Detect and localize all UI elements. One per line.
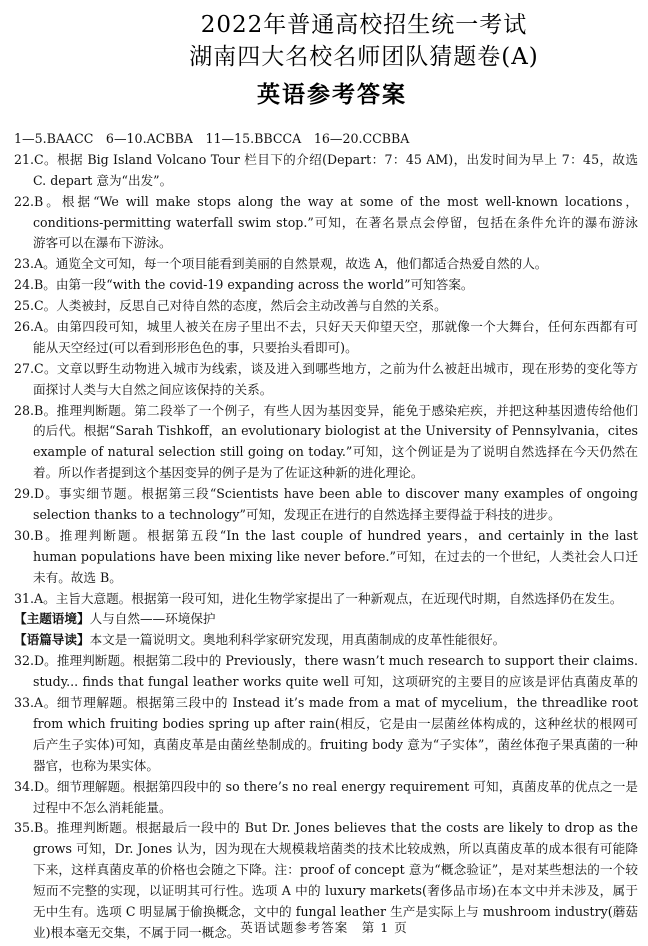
answer-line [14,401,638,422]
answer-line [14,442,638,463]
answer-text: 22.B。根据“We will make stops along the way at some of the most well-known locations， [14,193,638,209]
answer-text: 28.B。推理判断题。第二段举了一个例子，有些人因为基因变异，能免于感染疟疾，并把这种基因遗传给他们 [14,402,638,418]
answer-text: 后产生子实体)可知，真菌皮革是由菌丝垫制成的。fruiting body 意为“子实体”，菌丝体孢子果真菌的一种 [33,736,638,752]
answer-line [14,693,638,714]
answer-line [14,630,638,651]
answer-line [14,526,638,547]
answer-text: selection thanks to a technology”可知，发现正在进行的自然选择主要得益于科技的进步。 [33,507,561,523]
answer-line [14,150,638,171]
answer-text: 下来，这样真菌皮革的价格也会随之下降。注：proof of concept 意为“概念验证”，是对某些想法的一个较 [33,862,638,878]
section-tag: 【主题语境】 [14,611,90,627]
answer-text: 24.B。由第一段“with the covid-19 expanding across the world”可知答案。 [14,277,474,293]
answer-text: from which fruiting bodies spring up after rain(相反，它是由一层菌丝体构成的，这种丝状的根网可 [33,715,638,731]
answer-text: 23.A。通览全文可知，每一个项目能看到美丽的自然景观，故选 A，他们都适合热爱自然的人。 [14,256,548,272]
answer-text: 34.D。细节理解题。根据第四段中的 so there’s no real energy requirement 可知，真菌皮革的优点之一是 [14,778,638,794]
answer-text: 业)根本毫无交集，不属于同一概念。 [33,924,240,940]
page-footer: 英语试题参考答案 第 1 页 [240,920,408,935]
answer-line [14,171,638,192]
answer-text: 过程中不怎么消耗能量。 [33,799,172,815]
answer-text: C. depart 意为“出发”。 [33,172,173,188]
answer-line [14,756,638,777]
page-subtitle: 英语参考答案 [257,81,407,108]
answer-text: 33.A。细节理解题。根据第三段中的 Instead it’s made from a mat of mycelium，the threadlike root [14,695,638,711]
answer-text: 人与自然——环境保护 [89,611,216,627]
answer-list [14,129,638,944]
answer-text: example of natural selection still going on today.”可知，这个例证是为了说明自然选择在今天仍然在 [33,444,638,460]
answer-line [14,380,638,401]
answer-text: grows 可知，Dr. Jones 认为，因为现在大规模栽培菌类的技术比较成熟，所以真菌皮革的成本很有可能降 [33,841,638,857]
answer-line [14,651,638,672]
answer-line [14,547,638,568]
answer-line [14,672,638,693]
answer-line [14,359,638,380]
answer-line [14,860,638,881]
answer-text: 短而不完整的实现，以证明其可行性。选项 A 中的 luxury markets(奢侈品市场)在本文中并未涉及，属于 [33,883,638,899]
answer-text: 30.B。推理判断题。根据第五段“In the last couple of hundred years，and certainly in the last [14,527,638,543]
answer-text: study... finds that fungal leather works quite well 可知，这项研究的主要目的应该是评估真菌皮革的 [33,674,638,690]
answer-text: 31.A。主旨大意题。根据第一段可知，进化生物学家提出了一种新观点，在近现代时期，自然选择仍在发生。 [14,590,623,606]
answer-text: human populations have been mixing like never before.”可知，在过去的一个世纪，人类社会人口迁 [33,548,638,564]
exam-title: 2022年普通高校招生统一考试 [200,12,528,38]
answer-text: 29.D。事实细节题。根据第三段“Scientists have been able to discover many examples of ongoing [14,486,638,502]
answer-line [14,839,638,860]
answer-line [14,213,638,234]
answer-text: 器官，也称为果实体。 [33,757,159,773]
answer-text: 21.C。根据 Big Island Volcano Tour 栏目下的介绍(Depart：7：45 AM)，出发时间为早上 7：45，故选 [14,151,638,167]
exam-series-title: 湖南四大名校名师团队猜题卷(A) [189,44,539,70]
answer-line [14,296,638,317]
answer-line [14,463,638,484]
answer-line [14,421,638,442]
answer-text: 能从天空经过(可以看到形形色色的事，只要抬头看即可)。 [33,339,358,355]
answer-text: 着。所以作者提到这个基因变异的例子是为了佐证这种新的进化理论。 [33,465,424,481]
answer-text: 32.D。推理判断题。根据第二段中的 Previously，there wasn’t much research to support their claims. [14,653,638,669]
answer-line [14,338,638,359]
answer-line [14,777,638,798]
answer-text: 未有。故选 B。 [33,569,122,585]
answer-text: 26.A。由第四段可知，城里人被关在房子里出不去，只好天天仰望天空，那就像一个大舞台，任何东西都有可 [14,319,638,335]
answer-text: 无中生有。选项 C 明显属于偷换概念，文中的 fungal leather 生产是实际上与 mushroom industry(蘑菇 [33,903,638,919]
answer-line [14,192,638,213]
answer-text: 35.B。推理判断题。根据最后一段中的 But Dr. Jones believes that the costs are likely to drop as the [14,820,638,836]
answer-line [14,589,638,610]
answer-line [14,881,638,902]
answer-text: 游客可以在瀑布下游泳。 [33,235,172,251]
answer-text: 本文是一篇说明文。奥地利科学家研究发现，用真菌制成的皮革性能很好。 [89,632,506,648]
answer-line [14,233,638,254]
answer-text: 的后代。根据“Sarah Tishkoff，an evolutionary biologist at the University of Pennsylvania，cites [33,423,638,439]
answer-line [14,735,638,756]
answer-line [14,505,638,526]
answer-line [14,798,638,819]
answer-text: 25.C。人类被封，反思自己对待自然的态度，然后会主动改善与自然的关系。 [14,298,447,314]
answer-text: conditions-permitting waterfall swim stop.”可知，在著名景点会停留，包括在条件允许的瀑布游泳 [33,214,638,230]
answer-line [14,714,638,735]
answer-line [14,275,638,296]
answer-text: 27.C。文章以野生动物进入城市为线索，谈及进入到哪些地方，之前为什么被赶出城市，现在形势的变化等方 [14,360,638,376]
answer-line [14,484,638,505]
answer-text: 面探讨人类与大自然之间应该保持的关系。 [33,381,273,397]
answer-line [14,254,638,275]
answer-line [14,568,638,589]
answer-text: 1—5.BAACC 6—10.ACBBA 11—15.BBCCA 16—20.CCBBA [14,131,410,146]
answer-line [14,609,638,630]
answer-line [14,818,638,839]
answer-line [14,129,638,150]
answer-line [14,317,638,338]
section-tag: 【语篇导读】 [14,632,90,648]
